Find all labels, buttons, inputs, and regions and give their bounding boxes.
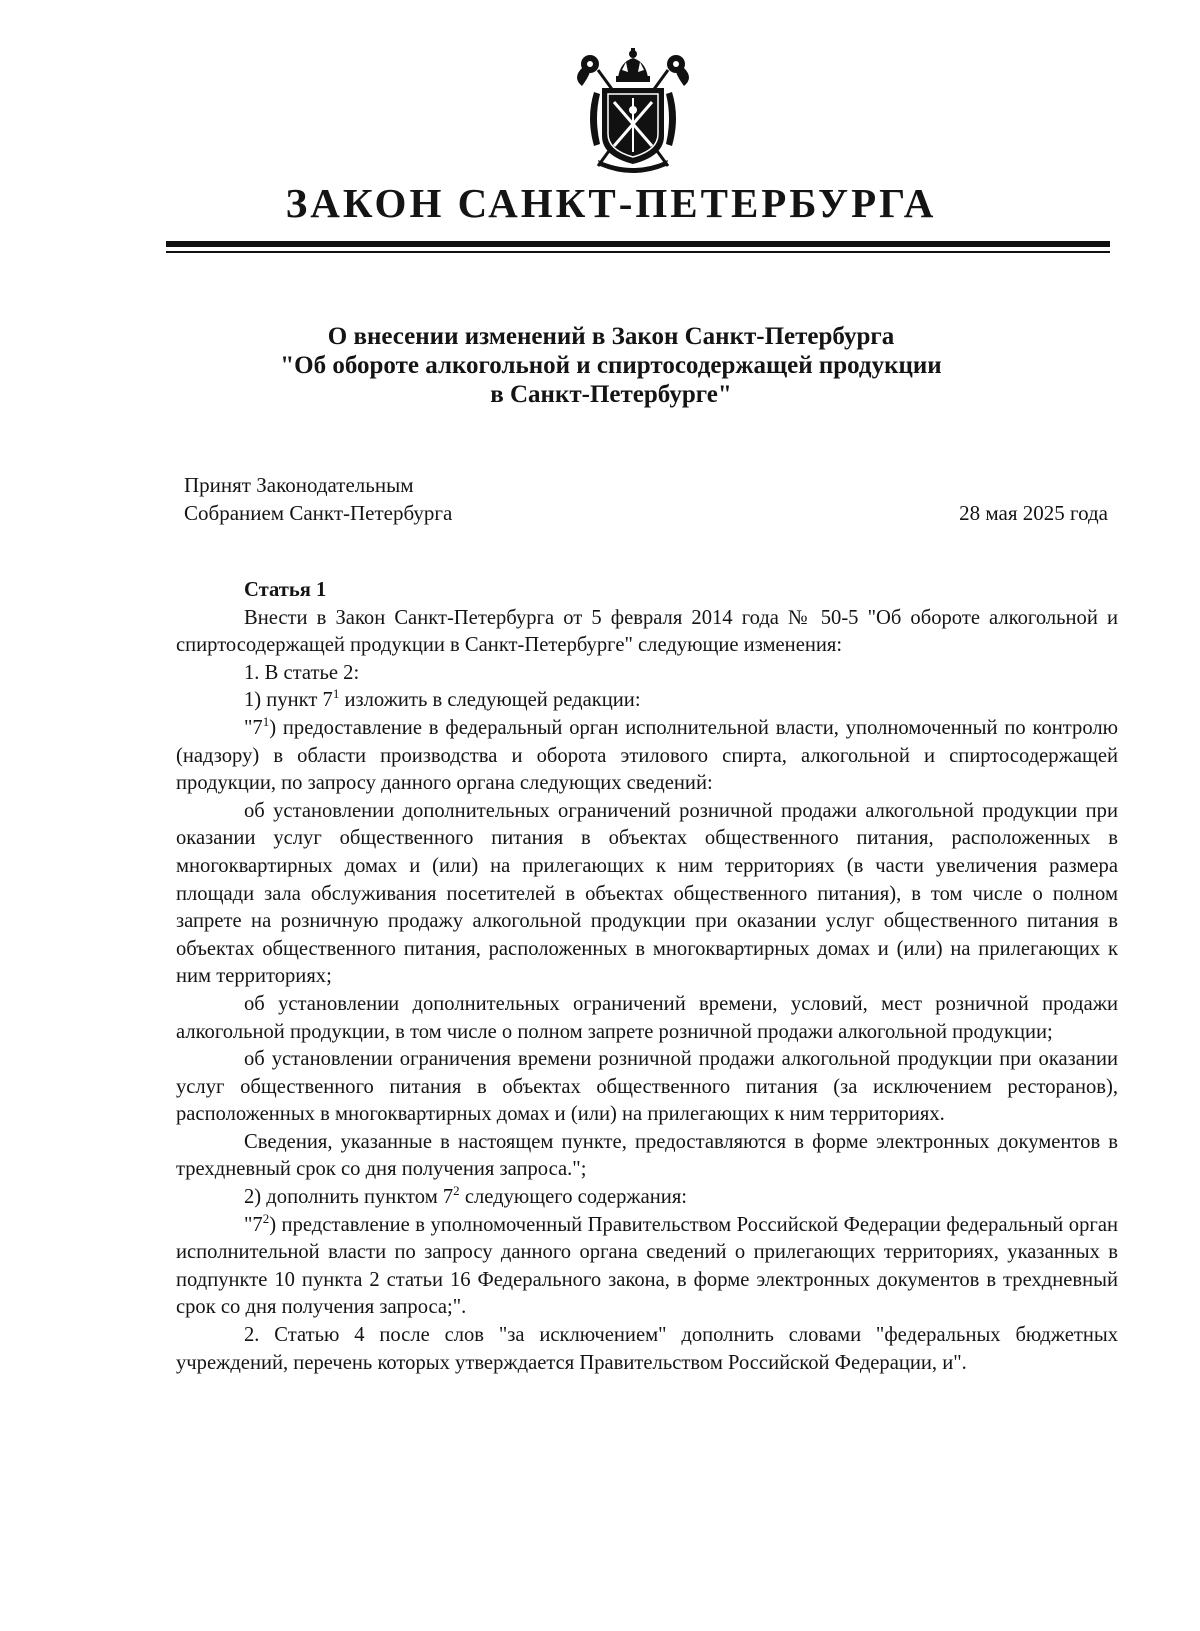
- law-subject: [0, 322, 1200, 409]
- item-2: 2. Статью 4 после слов "за исключением" дополнить словами "федеральных бюджетных учреждений, перечень которых утверждается Правительством Российской Федерации, и".: [176, 1324, 1118, 1374]
- paragraph-b: об установлении дополнительных ограничений времени, условий, мест розничной продажи алкогольной продукции, в том числе о полном запрете розничной продажи алкогольной продукции;: [176, 992, 1118, 1043]
- point-7-1: "$7^1$) предоставление в федеральный орган исполнительной власти, уполномоченный по контролю (надзору) в области производства и оборота этилового спирта, алкогольной и спиртосодержащей продукции, по запросу данного органа следующих сведений:: [176, 714, 1118, 795]
- adoption-line-2: Собранием Санкт-Петербурга: [184, 501, 453, 525]
- article-intro: Внести в Закон Санкт-Петербурга от 5 февраля 2014 года № 50-5 "Об обороте алкогольной и спиртосодержащей продукции в Санкт-Петербурге" следующие изменения:: [176, 606, 1118, 657]
- subitem-2: 2) дополнить пунктом $7^2$ следующего содержания:: [244, 1183, 688, 1209]
- paragraph-c: об установлении ограничения времени розничной продажи алкогольной продукции при оказании услуг общественного питания в объектах общественного питания (за исключением ресторанов), расположенных в многоквартирных домах и (или) на прилегающих к ним территориях.: [176, 1048, 1118, 1126]
- adoption-info: [184, 471, 452, 527]
- title-divider-thin: [166, 251, 1110, 253]
- subject-line-1: О внесении изменений в Закон Санкт-Петербурга: [327, 323, 895, 350]
- paragraph-d: Сведения, указанные в настоящем пункте, предоставляются в форме электронных документов в трехдневный срок со дня получения запроса.";: [176, 1130, 1118, 1181]
- point-7-2: "$7^2$) представление в уполномоченный Правительством Российской Федерации федеральный орган исполнительной власти по запросу данного органа сведений о прилегающих территориях, указанных в подпункте 10 пункта 2 статьи 16 Федерального закона, в форме электронных документов в трехдневный срок со дня получения запроса;".: [176, 1210, 1118, 1319]
- title-divider-thick: [166, 241, 1110, 247]
- subject-line-3: в Санкт-Петербурге": [490, 381, 732, 408]
- law-title: ЗАКОН САНКТ-ПЕТЕРБУРГА: [285, 180, 937, 226]
- paragraph-a: об установлении дополнительных ограничений розничной продажи алкогольной продукции при оказании услуг общественного питания в объектах общественного питания, расположенных в многоквартирных домах и (или) на прилегающих к ним территориях (в части увеличения размера площади зала обслуживания посетителей в объектах общественного питания), в том числе о полном запрете на розничную продажу алкогольной продукции при оказании услуг общественного питания в объектах общественного питания, расположенных в многоквартирных домах и (или) на прилегающих к ним территориях;: [176, 799, 1118, 988]
- item-1: 1. В статье 2:: [244, 661, 360, 684]
- subject-line-2: "Об обороте алкогольной и спиртосодержащей продукции: [280, 352, 942, 379]
- article-heading: Статья 1: [244, 579, 327, 601]
- saint-petersburg-coat-of-arms-icon: [568, 48, 698, 176]
- article-body: [176, 577, 1118, 1377]
- adoption-date: 28 мая 2025 года: [959, 501, 1108, 525]
- subitem-1: 1) пункт $7^1$ изложить в следующей редакции:: [244, 686, 641, 712]
- adoption-line-1: Принят Законодательным: [184, 473, 414, 497]
